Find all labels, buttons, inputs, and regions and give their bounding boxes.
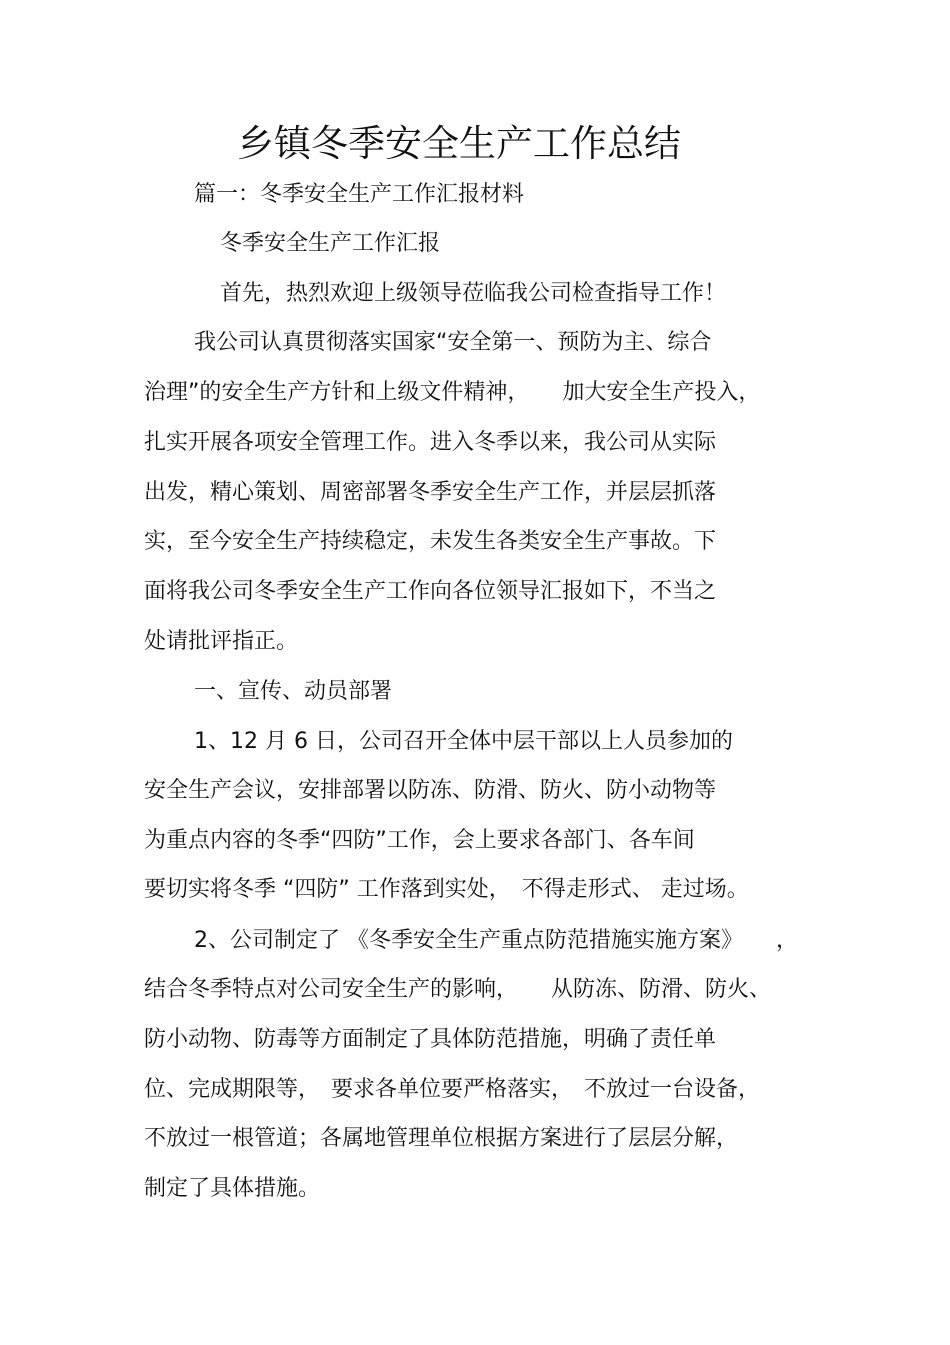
section-heading: 篇一：冬季安全生产工作汇报材料 — [194, 182, 525, 207]
intro-line: 治理”的安全生产方针和上级文件精神， 加大安全生产投入， — [144, 380, 761, 405]
item2-line: 防小动物、防毒等方面制定了具体防范措施，明确了责任单 — [144, 1027, 717, 1052]
item2-line: 2、公司制定了 《冬季安全生产重点防范措施实施方案》 ， — [194, 928, 798, 953]
item1-line: 1、12 月 6 日，公司召开全体中层干部以上人员参加的 — [194, 729, 733, 754]
item2-line: 结合冬季特点对公司安全生产的影响， 从防冻、防滑、防火、 — [144, 977, 772, 1002]
intro-line: 出发，精心策划、周密部署冬季安全生产工作，并层层抓落 — [144, 480, 717, 505]
document-title: 乡镇冬季安全生产工作总结 — [237, 122, 681, 165]
report-title: 冬季安全生产工作汇报 — [220, 231, 441, 256]
item2-line: 位、完成期限等， 要求各单位要严格落实， 不放过一台设备， — [144, 1077, 761, 1102]
part1-heading: 一、宣传、动员部署 — [194, 679, 393, 704]
item1-line: 为重点内容的冬季“四防”工作，会上要求各部门、各车间 — [144, 828, 695, 853]
item1-line: 安全生产会议，安排部署以防冻、防滑、防火、防小动物等 — [144, 778, 717, 803]
intro-line: 实，至今安全生产持续稳定，未发生各类安全生产事故。下 — [144, 529, 717, 554]
intro-line: 我公司认真贯彻落实国家“安全第一、预防为主、综合 — [194, 330, 712, 355]
intro-line: 面将我公司冬季安全生产工作向各位领导汇报如下，不当之 — [144, 579, 717, 604]
greeting-line: 首先，热烈欢迎上级领导莅临我公司检查指导工作！ — [220, 281, 727, 306]
item2-line: 制定了具体措施。 — [144, 1176, 321, 1201]
item2-line: 不放过一根管道；各属地管理单位根据方案进行了层层分解， — [144, 1126, 739, 1151]
item1-line: 要切实将冬季 “四防” 工作落到实处， 不得走形式、 走过场。 — [144, 877, 749, 902]
intro-line: 处请批评指正。 — [144, 629, 299, 654]
intro-line: 扎实开展各项安全管理工作。进入冬季以来，我公司从实际 — [144, 430, 717, 455]
